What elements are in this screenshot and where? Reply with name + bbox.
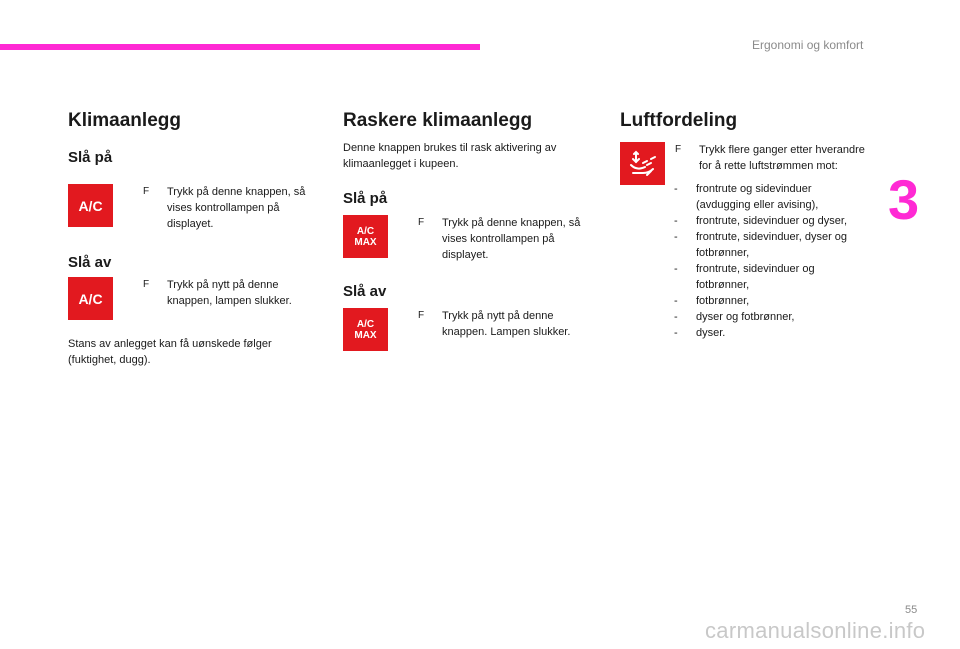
list-item: - frontrute, sidevinduer og dyser, — [674, 215, 848, 227]
heading-off: Slå av — [343, 283, 387, 300]
ac-max-line1: A/C — [356, 318, 375, 330]
off-instruction — [68, 277, 313, 320]
heading-luftfordeling: Luftfordeling — [620, 110, 738, 131]
off-text: Trykk på nytt på denne knappen. Lampen slukker. — [442, 310, 571, 338]
list-item: - dyser og fotbrønner, — [674, 311, 795, 323]
note-text: Stans av anlegget kan få uønskede følger (fuktighet, dugg). — [68, 338, 272, 366]
list-item: - frontrute, sidevinduer og fotbrønner, — [674, 263, 815, 291]
section-title: Ergonomi og komfort — [752, 38, 864, 52]
list-item: - fotbrønner, — [674, 295, 750, 307]
bullet-icon: F — [418, 217, 425, 228]
on-text: Trykk på denne knappen, så vises kontrollampen på displayet. — [442, 217, 581, 261]
on-instruction — [68, 184, 313, 232]
intro-text: Denne knappen brukes til rask aktivering av klimaanlegget i kupeen. — [343, 142, 557, 170]
bullet-icon: F — [418, 310, 425, 321]
bullet-icon: F — [143, 186, 150, 197]
air-distribution-icon — [620, 142, 665, 185]
page-number: 55 — [905, 604, 918, 616]
list-item: - dyser. — [674, 327, 726, 339]
ac-max-line2: MAX — [354, 236, 377, 248]
off-text: Trykk på nytt på denne knappen, lampen slukker. — [167, 279, 292, 307]
ac-max-button-icon — [343, 215, 388, 258]
column-klimaanlegg — [68, 110, 313, 368]
heading-raskere-klimaanlegg: Raskere klimaanlegg — [343, 110, 533, 131]
ac-max-button-icon — [343, 308, 388, 351]
watermark: carmanualsonline.info — [705, 618, 926, 643]
bullet-icon: F — [675, 144, 682, 155]
column-luftfordeling — [620, 110, 865, 341]
ac-button-icon: A/C — [68, 277, 113, 320]
chapter-number: 3 — [888, 168, 920, 231]
ac-max-line1: A/C — [356, 225, 375, 237]
header-accent-bar — [0, 44, 480, 50]
list-item: - frontrute og sidevinduer (avdugging eller avising), — [674, 183, 819, 211]
off-instruction — [343, 308, 588, 351]
air-distribution-options — [672, 181, 865, 341]
air-distribution-text: Trykk flere ganger etter hverandre for å rette luftstrømmen mot: — [699, 144, 865, 172]
heading-off: Slå av — [68, 254, 112, 271]
air-distribution-instruction — [620, 142, 865, 185]
heading-klimaanlegg: Klimaanlegg — [68, 110, 181, 131]
list-item: - frontrute, sidevinduer, dyser og fotbrønner, — [674, 231, 848, 259]
on-instruction — [343, 215, 588, 263]
ac-max-line2: MAX — [354, 329, 377, 341]
on-text: Trykk på denne knappen, så vises kontrollampen på displayet. — [167, 186, 306, 230]
heading-on: Slå på — [343, 190, 388, 207]
column-raskere-klimaanlegg — [343, 110, 588, 351]
bullet-icon: F — [143, 279, 150, 290]
heading-on: Slå på — [68, 149, 113, 166]
ac-button-icon: A/C — [68, 184, 113, 227]
